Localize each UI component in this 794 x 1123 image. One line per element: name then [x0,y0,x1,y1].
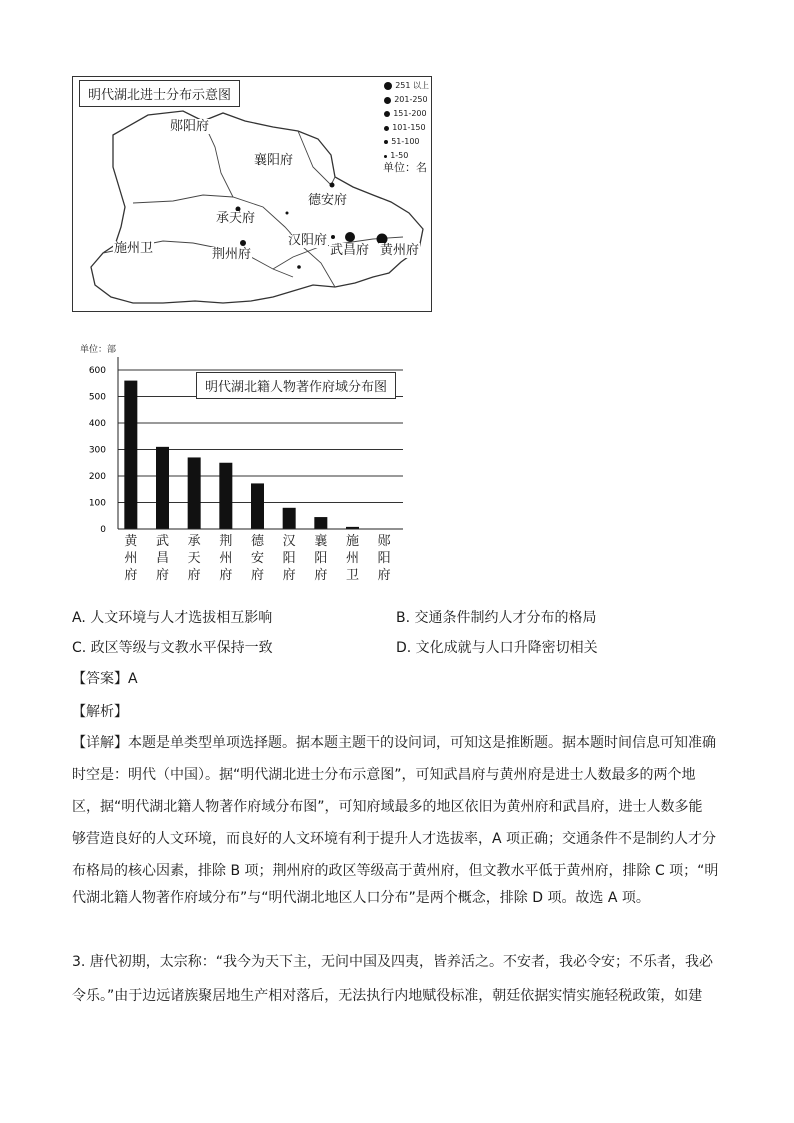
x-category-label: 承 天 府 [187,534,201,583]
question3-line: 3. 唐代初期，太宗称：“我今为天下主，无问中国及四夷，皆养活之。不安者，我必令安；不乐者，我必 [72,954,714,970]
y-tick-label: 0 [100,525,106,535]
option-b: B. 交通条件制约人才分布的格局 [396,610,597,626]
chart-title: 明代湖北籍人物著作府域分布图 [196,372,396,399]
bar [124,381,137,529]
place-shizhou: 施州卫 [114,241,154,256]
chart-bars [124,381,359,529]
map-title: 明代湖北进士分布示意图 [79,80,240,107]
legend-item: 51-100 [384,135,429,149]
bar [314,517,327,529]
legend-item: 1-50 [384,149,429,163]
analysis-line: 区，据“明代湖北籍人物著作府域分布图”，可知府域最多的地区依旧为黄州府和武昌府，进士人数多能 [72,799,703,815]
place-dean: 德安府 [308,193,348,208]
x-category-label: 德 安 府 [250,534,264,583]
legend-dot-icon [384,97,391,104]
map-legend [384,79,429,163]
y-tick-label: 600 [88,366,106,376]
answer: 【答案】A [72,671,138,687]
bar [219,463,232,529]
legend-item: 251 以上 [384,79,429,93]
y-tick-label: 400 [88,419,106,429]
place-huangzhou: 黄州府 [380,243,420,258]
legend-item: 151-200 [384,107,429,121]
analysis-line: 布格局的核心因素，排除 B 项；荆州府的政区等级高于黄州府，但文教水平低于黄州府，排除 C 项；“明 [72,863,719,879]
legend-dot-icon [384,126,389,131]
map-figure [72,76,432,312]
legend-item: 101-150 [384,121,429,135]
place-yunyang: 郧阳府 [170,119,210,134]
chart-y-ticks [89,366,106,535]
legend-dot-icon [384,140,388,144]
hubei-map-outline [73,77,431,311]
map-unit: 单位：名 [383,161,427,174]
bar [156,447,169,529]
place-jingzhou: 荆州府 [212,247,252,262]
option-d: D. 文化成就与人口升降密切相关 [396,640,598,656]
analysis-line: 时空是：明代（中国）。据“明代湖北进士分布示意图”，可知武昌府与黄州府是进士人数最多的两个地 [72,767,696,783]
legend-dot-icon [384,82,392,90]
bar [251,483,264,529]
analysis-line: 【详解】本题是单类型单项选择题。据本题主题干的设问词，可知这是推断题。据本题时间信息可知准确 [72,735,716,751]
small-dot [297,265,301,269]
y-tick-label: 200 [88,472,106,482]
x-category-label: 黄 州 府 [124,534,138,583]
y-tick-label: 100 [88,498,106,509]
bar [283,508,296,529]
x-category-label: 汉 阳 府 [282,534,296,583]
dean-dot [330,183,335,188]
x-category-label: 施 州 卫 [345,534,359,583]
bar [188,457,201,529]
analysis-line: 够营造良好的人文环境，而良好的人文环境有利于提升人才选拔率，A 项正确；交通条件不是制约人才分 [72,831,717,847]
place-wuchang: 武昌府 [330,243,370,258]
question3-line: 令乐。”由于边远诸族聚居地生产相对落后，无法执行内地赋役标准，朝廷依据实情实施轻税政策，如建 [72,988,703,1004]
chart-y-unit: 单位：部 [80,345,117,355]
y-tick-label: 300 [88,445,106,456]
analysis-heading: 【解析】 [72,704,128,720]
jingzhou-dot [240,240,246,246]
hanyang-dot [331,235,335,239]
legend-item: 201-250 [384,93,429,107]
analysis-line: 代湖北籍人物著作府域分布”与“明代湖北地区人口分布”是两个概念，排除 D 项。故选 A 项。 [72,890,650,906]
option-a: A. 人文环境与人才选拔相互影响 [72,610,273,626]
option-c: C. 政区等级与文教水平保持一致 [72,640,273,656]
x-category-label: 荆 州 府 [219,534,233,583]
legend-dot-icon [384,111,390,117]
bar-chart-figure [78,342,418,592]
place-xiangyang: 襄阳府 [254,153,294,168]
legend-dot-icon [384,155,387,158]
wuchang-dot [345,232,355,242]
place-chengtian: 承天府 [216,211,256,226]
small-dot [286,212,289,215]
x-category-label: 郧 阳 府 [377,534,391,583]
x-category-label: 襄 阳 府 [314,534,328,583]
y-tick-label: 500 [88,392,106,403]
x-category-label: 武 昌 府 [155,534,169,583]
place-hanyang: 汉阳府 [288,233,328,248]
